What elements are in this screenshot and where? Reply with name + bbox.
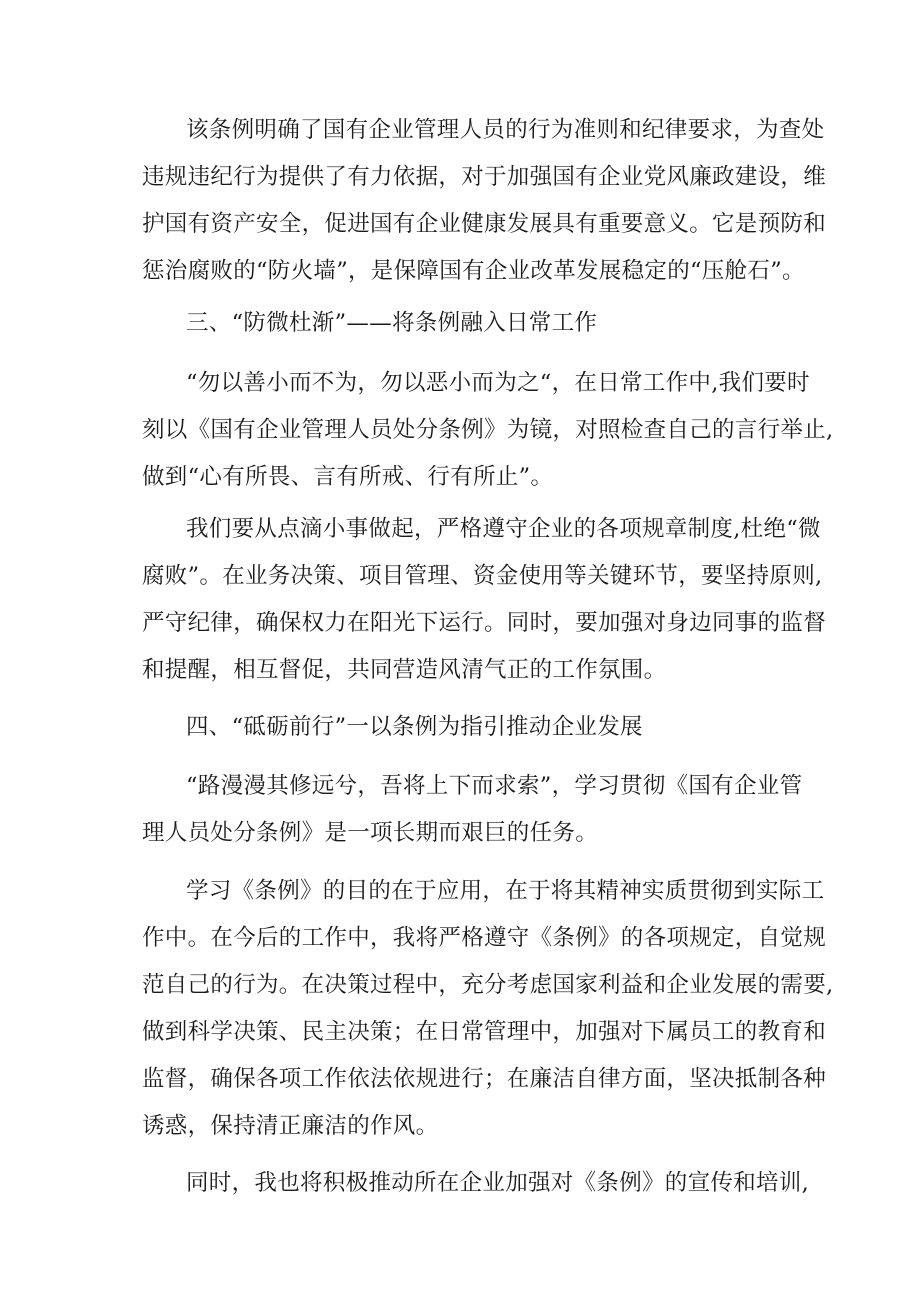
paragraph-6-line-1: 同时，我也将积极推动所在企业加强对《条例》的宣传和培训, — [186, 1170, 810, 1196]
paragraph-5-line-4: 做到科学决策、民主决策；在日常管理中，加强对下属员工的教育和 — [142, 1019, 827, 1045]
paragraph-2-line-1: “勿以善小而不为，勿以恶小而为之“，在日常工作中,我们要时 — [186, 370, 810, 396]
paragraph-5-line-6: 诱惑，保持清正廉洁的作风。 — [142, 1113, 439, 1139]
paragraph-1-line-1: 该条例明确了国有企业管理人员的行为准则和纪律要求，为查处 — [186, 117, 825, 143]
paragraph-3-line-4: 和提醒，相互督促，共同营造风清气正的工作氛围。 — [142, 657, 667, 683]
paragraph-5-line-2: 作中。在今后的工作中，我将严格遵守《条例》的各项规定，自觉规 — [142, 925, 827, 951]
paragraph-3-line-2: 腐败”。在业务决策、项目管理、资金使用等关键环节，要坚持原则, — [142, 563, 823, 589]
paragraph-1-line-4: 惩治腐败的“防火墙”，是保障国有企业改革发展稳定的“压舱石”。 — [142, 258, 805, 284]
paragraph-1-line-2: 违规违纪行为提供了有力依据，对于加强国有企业党风廉政建设，维 — [142, 164, 827, 190]
section-heading-3: 三、“防微杜渐”——将条例融入日常工作 — [186, 310, 598, 336]
paragraph-5-line-3: 范自己的行为。在决策过程中，充分考虑国家利益和企业发展的需要, — [142, 972, 834, 998]
paragraph-2-line-2: 刻以《国有企业管理人员处分条例》为镜，对照检查自己的言行举止, — [142, 417, 834, 443]
paragraph-1-line-3: 护国有资产安全，促进国有企业健康发展具有重要意义。它是预防和 — [142, 211, 827, 237]
paragraph-5-line-1: 学习《条例》的目的在于应用，在于将其精神实质贯彻到实际工 — [186, 878, 825, 904]
paragraph-2-line-3: 做到“心有所畏、言有所戒、行有所止”。 — [142, 464, 554, 490]
paragraph-5-line-5: 监督，确保各项工作依法依规进行；在廉洁自律方面，坚决抵制各种 — [142, 1066, 827, 1092]
section-heading-4: 四、“砥砺前行”一以条例为指引推动企业发展 — [186, 714, 643, 740]
paragraph-4-line-1: “路漫漫其修远兮，吾将上下而求索”，学习贯彻《国有企业管 — [186, 773, 803, 799]
paragraph-4-line-2: 理人员处分条例》是一项长期而艰巨的任务。 — [142, 820, 599, 846]
paragraph-3-line-3: 严守纪律，确保权力在阳光下运行。同时，要加强对身边同事的监督 — [142, 610, 827, 636]
paragraph-3-line-1: 我们要从点滴小事做起，严格遵守企业的各项规章制度,杜绝“微 — [186, 516, 821, 542]
